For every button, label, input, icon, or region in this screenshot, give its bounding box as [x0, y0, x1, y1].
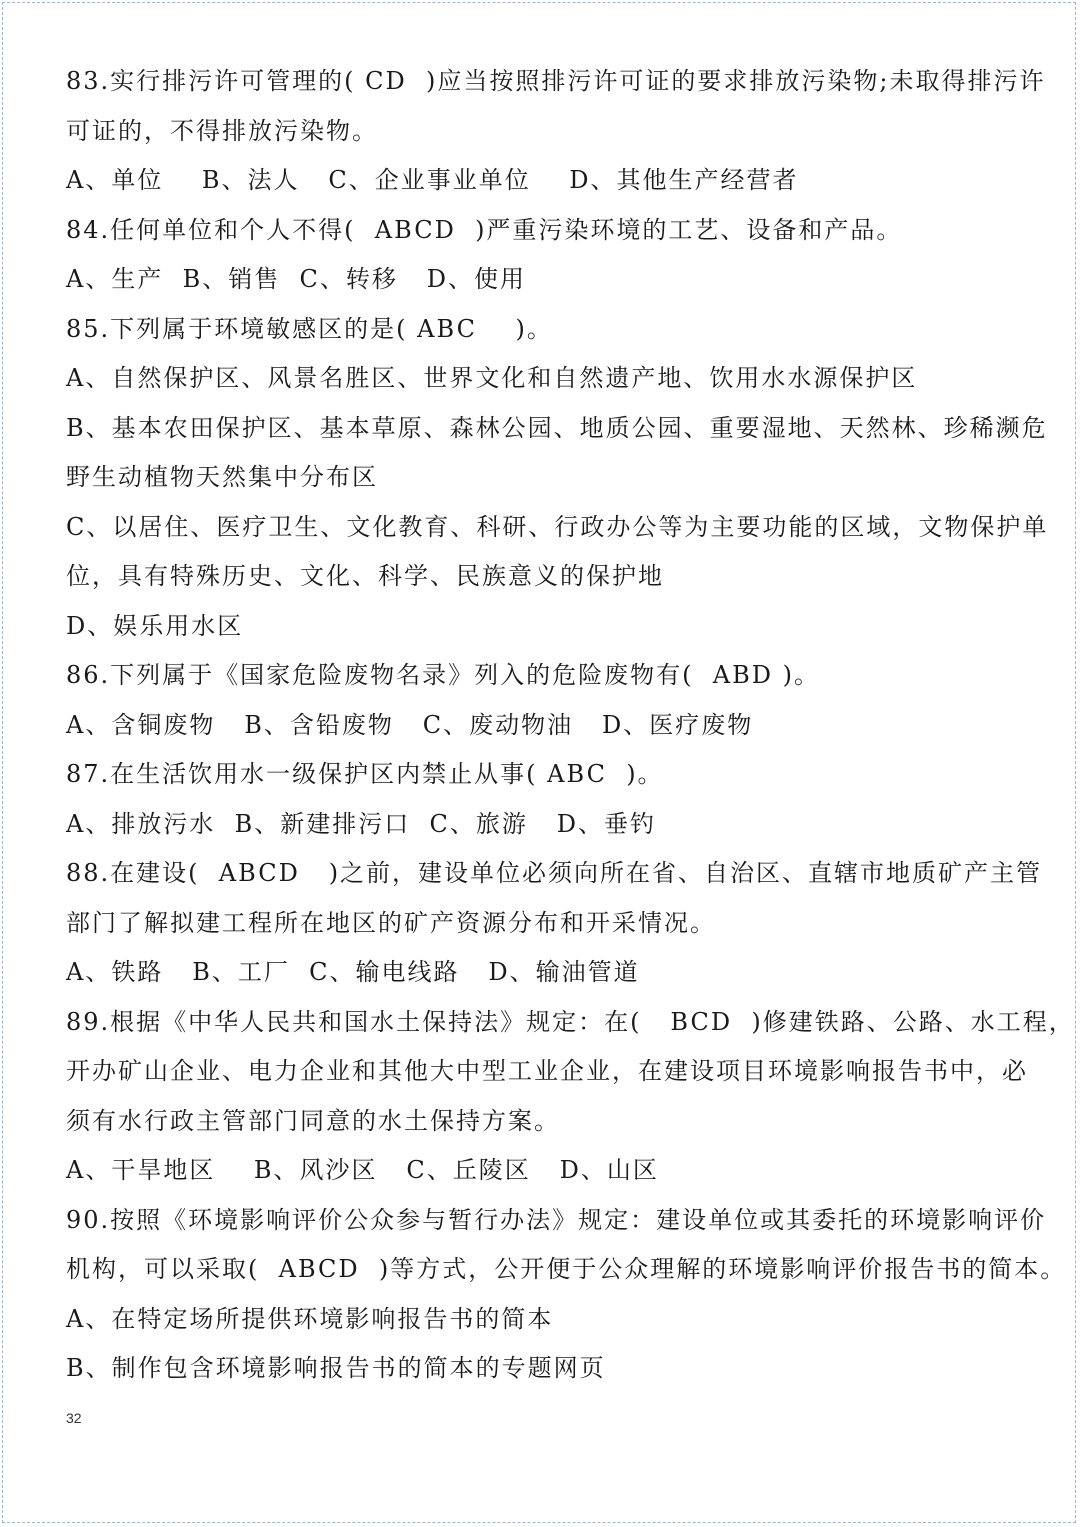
question-90-line-2: 机构，可以采取( ABCD )等方式，公开便于公众理解的环境影响评价报告书的简本。 — [66, 1255, 1067, 1283]
question-84: 84.任何单位和个人不得( ABCD )严重污染环境的工艺、设备和产品。 — [66, 215, 903, 244]
question-84-options: A、生产 B、销售 C、转移 D、使用 — [66, 265, 526, 293]
question-85-option-a: A、自然保护区、风景名胜区、世界文化和自然遗产地、饮用水水源保护区 — [66, 364, 918, 392]
question-90-option-a: A、在特定场所提供环境影响报告书的简本 — [66, 1304, 554, 1333]
question-85-option-d: D、娱乐用水区 — [66, 611, 244, 640]
question-89-line-3: 须有水行政主管部门同意的水土保持方案。 — [66, 1106, 560, 1135]
question-86-options: A、含铜废物 B、含铅废物 C、废动物油 D、医疗废物 — [66, 710, 754, 739]
question-87: 87.在生活饮用水一级保护区内禁止从事( ABC )。 — [66, 760, 664, 788]
question-85-option-b-line-2: 野生动植物天然集中分布区 — [66, 463, 378, 491]
question-88-line-2: 部门了解拟建工程所在地区的矿产资源分布和开采情况。 — [66, 908, 716, 937]
question-88-options: A、铁路 B、工厂 C、输电线路 D、输油管道 — [66, 958, 640, 986]
document-body — [66, 57, 1075, 1394]
question-85-option-c-line-2: 位，具有特殊历史、文化、科学、民族意义的保护地 — [66, 562, 664, 590]
question-85-option-b-line-1: B、基本农田保护区、基本草原、森林公园、地质公园、重要湿地、天然林、珍稀濒危 — [66, 413, 1048, 442]
question-89-line-1: 89.根据《中华人民共和国水土保持法》规定：在( BCD )修建铁路、公路、水工程， — [66, 1007, 1075, 1036]
question-85: 85.下列属于环境敏感区的是( ABC )。 — [66, 314, 553, 343]
question-87-options: A、排放污水 B、新建排污口 C、旅游 D、垂钓 — [66, 809, 656, 838]
question-90-option-b: B、制作包含环境影响报告书的简本的专题网页 — [66, 1354, 606, 1382]
question-85-option-c-line-1: C、以居住、医疗卫生、文化教育、科研、行政办公等为主要功能的区域，文物保护单 — [66, 512, 1049, 541]
question-83-line-2: 可证的，不得排放污染物。 — [66, 116, 378, 145]
question-90-line-1: 90.按照《环境影响评价公众参与暂行办法》规定：建设单位或其委托的环境影响评价 — [66, 1205, 1047, 1234]
page-number: 32 — [66, 1410, 82, 1426]
question-89-line-2: 开办矿山企业、电力企业和其他大中型工业企业，在建设项目环境影响报告书中，必 — [66, 1057, 1028, 1085]
question-89-options: A、干旱地区 B、风沙区 C、丘陵区 D、山区 — [66, 1156, 659, 1184]
question-88-line-1: 88.在建设( ABCD )之前，建设单位必须向所在省、自治区、直辖市地质矿产主管 — [66, 859, 1043, 887]
question-83-line-1: 83.实行排污许可管理的( CD )应当按照排污许可证的要求排放污染物;未取得排污许 — [66, 67, 1046, 95]
question-83-options: A、单位 B、法人 C、企业事业单位 D、其他生产经营者 — [66, 166, 799, 194]
question-86: 86.下列属于《国家危险废物名录》列入的危险废物有( ABD )。 — [66, 661, 820, 689]
